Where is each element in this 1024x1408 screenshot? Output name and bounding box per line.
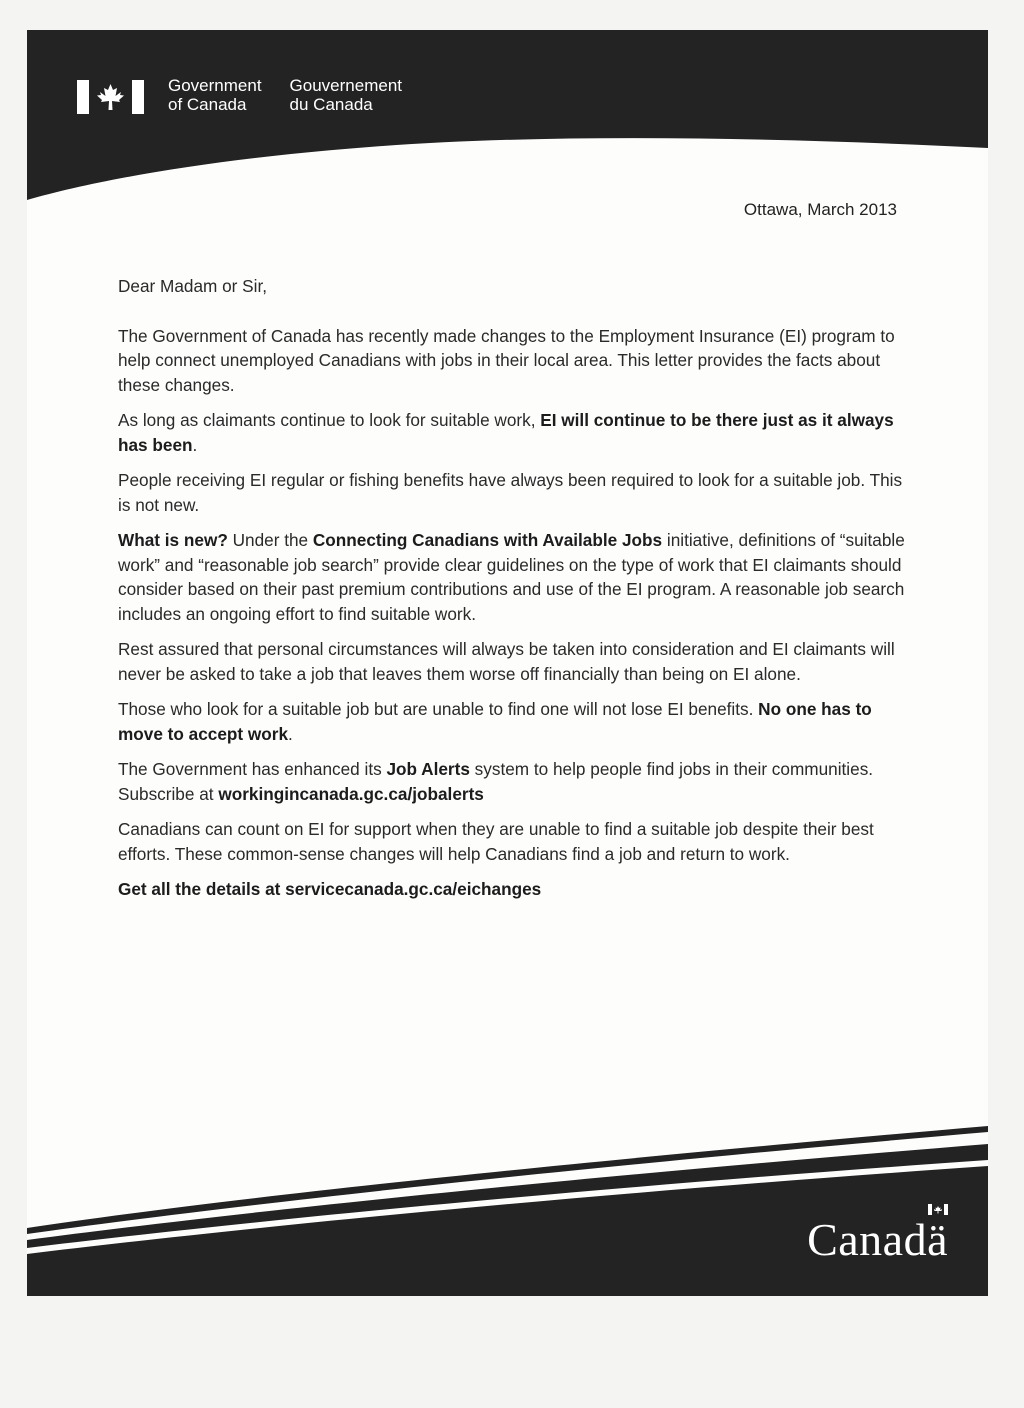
emphasis-job-alerts: Job Alerts — [386, 759, 470, 779]
details-url: Get all the details at servicecanada.gc.ca/eichanges — [118, 879, 542, 899]
header-band — [27, 30, 988, 220]
canada-wordmark: Canadä — [807, 1214, 948, 1265]
paragraph-rest-assured: Rest assured that personal circumstances will always be taken into consideration and EI claimants will never be asked to take a job that leaves them worse off financially than being on EI alone. — [118, 639, 895, 684]
signature-fr-line2: du Canada — [289, 95, 373, 114]
signature-en-line2: of Canada — [168, 95, 247, 114]
salutation: Dear Madam or Sir, — [118, 276, 268, 296]
job-alerts-url: workingincanada.gc.ca/jobalerts — [218, 783, 484, 804]
paragraph-not-new: People receiving EI regular or fishing benefits have always been required to look for a suitable job. This is not new. — [118, 470, 903, 515]
signature-en-line1: Government — [168, 76, 262, 95]
footer-band — [27, 1116, 988, 1296]
signature-english — [168, 76, 262, 114]
emphasis-ei-there: EI will continue to be there just as it always has been — [118, 410, 894, 455]
emphasis-initiative-name: Connecting Canadians with Available Jobs — [312, 530, 663, 550]
letter-date: Ottawa, March 2013 — [743, 200, 897, 219]
paragraph-details — [118, 877, 908, 902]
canada-flag-icon — [77, 80, 144, 114]
government-signature — [77, 76, 402, 114]
letter-body — [118, 274, 908, 913]
signature-fr-line1: Gouvernement — [289, 76, 402, 95]
signature-french — [290, 76, 402, 114]
paragraph-intro: The Government of Canada has recently made changes to the Employment Insurance (EI) program to help connect unemployed Canadians with jobs in their local area. This letter provides the facts about these changes. — [118, 325, 895, 395]
paragraph-what-is-new: What is new? Under the Connecting Canadians with Available Jobs initiative, definitions of “suitable work” and “reasonable job search” provide clear guidelines on the type of work that EI claimants should consider based on their past premium contributions and use of the EI program. A reasonable job search includes an ongoing effort to find suitable work. — [118, 530, 905, 624]
paragraph-continue: As long as claimants continue to look for suitable work, EI will continue to be there just as it always has been. — [118, 410, 894, 455]
letter-sheet — [27, 30, 988, 1296]
emphasis-what-is-new: What is new? — [118, 530, 228, 550]
paragraph-job-alerts: The Government has enhanced its Job Alerts system to help people find jobs in their communities. Subscribe at workingincanada.gc.ca/jobalerts — [118, 759, 874, 804]
emphasis-no-move: No one has to move to accept work — [118, 699, 872, 744]
paragraph-no-move: Those who look for a suitable job but are unable to find one will not lose EI benefits. No one has to move to accept work. — [118, 699, 872, 744]
paragraph-count-on-ei: Canadians can count on EI for support when they are unable to find a suitable job despite their best efforts. These common-sense changes will help Canadians find a job and return to work. — [118, 819, 874, 864]
